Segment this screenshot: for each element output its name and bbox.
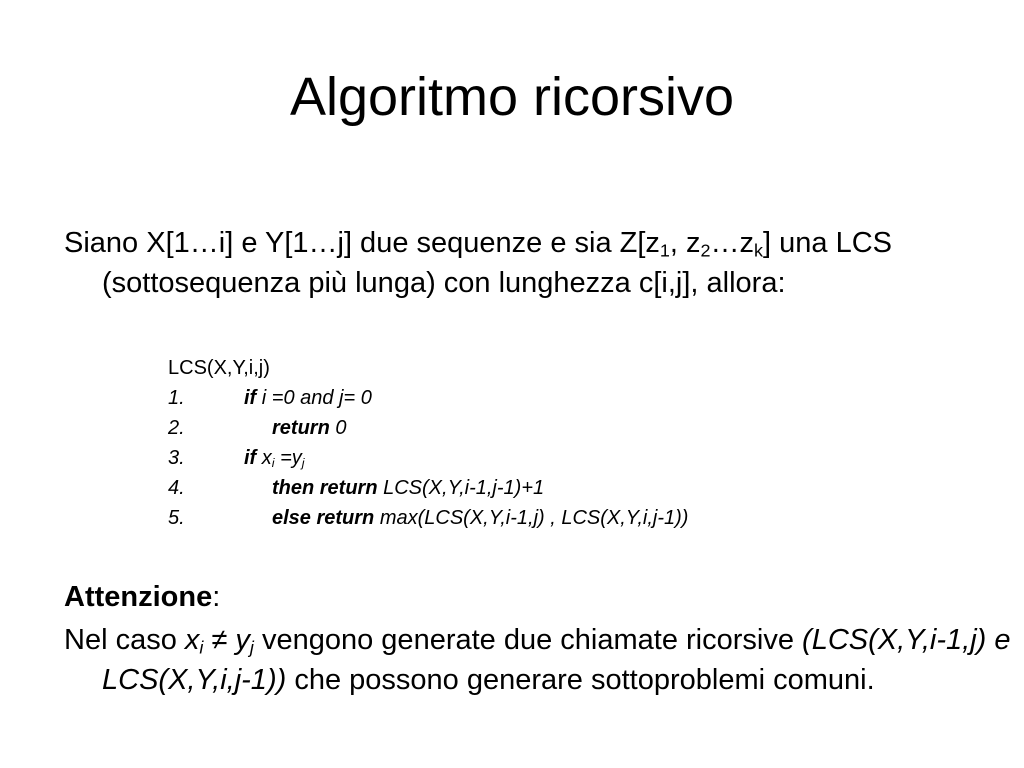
note-text-2: vengono generate due chiamate ricorsive (253, 624, 803, 656)
slide-title: Algoritmo ricorsivo (289, 67, 735, 127)
pseudocode-line-2 (168, 413, 347, 443)
note-neq: ≠ (203, 624, 236, 656)
intro-sub-1: 1 (659, 240, 670, 261)
line-rest: i =0 and j= 0 (256, 387, 372, 409)
subscript: i (271, 456, 275, 471)
pseudocode-line-1 (168, 383, 372, 413)
line-number: 3. (168, 447, 185, 469)
keyword: return (272, 417, 330, 439)
line-body (244, 443, 305, 473)
keyword: if (244, 387, 257, 409)
pseudocode-line-3 (168, 443, 305, 473)
keyword: else return (272, 507, 375, 529)
note-x: x (184, 624, 200, 656)
line-number: 2. (168, 417, 185, 439)
intro-text-4: ] una LCS (sottosequenza più lunga) con lunghezza c[i,j], allora: (102, 227, 893, 299)
intro-paragraph (64, 223, 1022, 303)
pseudocode-line-5 (168, 503, 689, 533)
keyword: then return (272, 477, 378, 499)
intro-text-1: Siano X[1…i] e Y[1…j] due sequenze e sia Z[z (64, 227, 660, 259)
note-paragraph (64, 620, 1022, 700)
line-rest: =y (274, 447, 302, 469)
line-rest: 0 (329, 417, 347, 439)
line-body (272, 473, 544, 503)
keyword: if (244, 447, 257, 469)
note-text-1: Nel caso (64, 624, 185, 656)
attention-colon: : (212, 581, 221, 613)
pseudocode-header (168, 353, 270, 383)
line-rest: max(LCS(X,Y,i-1,j) , LCS(X,Y,i,j-1)) (374, 507, 689, 529)
note-text-3: che possono generare sottoproblemi comuni. (286, 664, 875, 696)
attention-heading (64, 577, 220, 617)
note-y-sub: j (249, 637, 254, 658)
intro-sub-2: 2 (700, 240, 711, 261)
intro-text-2: , z (669, 227, 701, 259)
note-calls: (LCS(X,Y,i-1,j) e LCS(X,Y,i,j-1)) (102, 624, 1011, 696)
note-y: y (235, 624, 250, 656)
intro-sub-3: k (754, 240, 764, 261)
line-body (244, 383, 372, 413)
line-number: 4. (168, 477, 185, 499)
note-x-sub: i (199, 637, 204, 658)
line-number: 1. (168, 387, 185, 409)
attention-label: Attenzione (64, 581, 213, 613)
pseudocode-block (168, 353, 689, 533)
line-rest: x (256, 447, 272, 469)
line-body (272, 503, 688, 533)
intro-text-3: …z (710, 227, 755, 259)
line-rest: LCS(X,Y,i-1,j-1)+1 (377, 477, 545, 499)
subscript: j (301, 456, 305, 471)
pseudocode-header-text: LCS(X,Y,i,j) (168, 357, 270, 379)
line-body (272, 413, 346, 443)
pseudocode-line-4 (168, 473, 545, 503)
line-number: 5. (168, 507, 185, 529)
